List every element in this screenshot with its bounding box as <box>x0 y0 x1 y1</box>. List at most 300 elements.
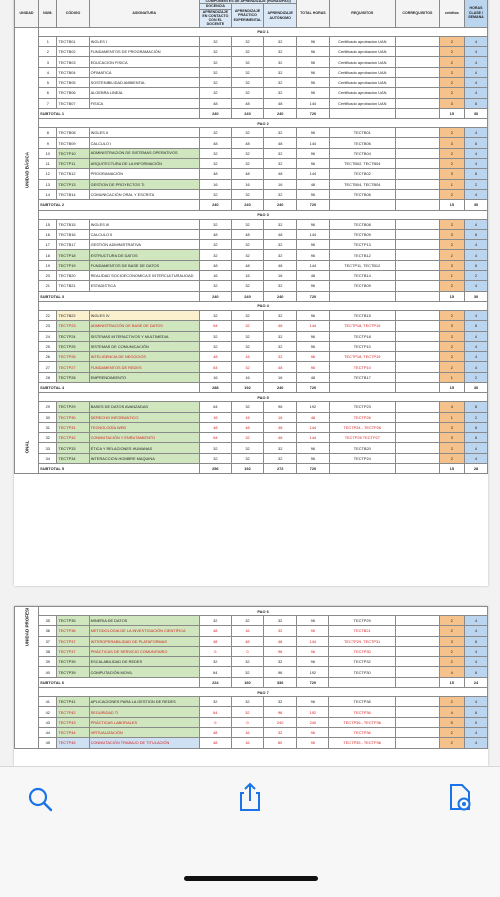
row-subject: TECNOLOGÍA WEB <box>89 422 199 432</box>
row-practico: 32 <box>231 77 263 87</box>
row-creditos: 1 <box>439 372 464 382</box>
row-subject: ÉTICA Y RELACIONES HUMANAS <box>89 443 199 453</box>
subtotal-total: 720 <box>297 677 329 687</box>
row-creditos: 5 <box>439 717 464 727</box>
row-code: TECTB16 <box>57 229 89 239</box>
row-code: TECTB07 <box>57 98 89 108</box>
row-num: 32 <box>39 433 57 443</box>
row-correquisitos <box>396 98 440 108</box>
row-num: 7 <box>39 98 57 108</box>
row-creditos: 3 <box>439 260 464 270</box>
row-horas: 6 <box>464 433 487 443</box>
subtotal-horas: 28 <box>464 464 487 474</box>
row-horas: 8 <box>464 402 487 412</box>
row-autonomo: 48 <box>264 636 297 646</box>
row-requisitos: TECTB06 <box>329 189 396 199</box>
curriculum-table <box>14 0 488 474</box>
row-num: 27 <box>39 362 57 372</box>
row-horas: 4 <box>464 341 487 351</box>
row-horas: 4 <box>464 240 487 250</box>
row-practico: 32 <box>231 697 263 707</box>
row-requisitos: TECTB09 <box>329 229 396 239</box>
row-horas: 6 <box>464 260 487 270</box>
row-total: 96 <box>297 47 329 57</box>
row-requisitos: Certificado aprobacion UAN <box>329 47 396 57</box>
row-autonomo: 32 <box>264 189 297 199</box>
row-code: TECTB03 <box>57 57 89 67</box>
row-horas: 4 <box>464 738 487 748</box>
row-correquisitos <box>396 77 440 87</box>
pao-header-row <box>15 301 488 310</box>
row-total: 48 <box>297 179 329 189</box>
row-subject: ARQUITECTURA DE LA INFORMACIÓN <box>89 159 199 169</box>
row-horas: 4 <box>464 352 487 362</box>
row-code: TECTP10 <box>57 148 89 158</box>
row-subject: DERECHO INFORMÁTICO <box>89 412 199 422</box>
subtotal-horas: 30 <box>464 200 487 210</box>
row-requisitos: TECTP32 <box>329 657 396 667</box>
row-code: TECTP34 <box>57 453 89 463</box>
row-creditos: 2 <box>439 250 464 260</box>
subtotal-correquisitos <box>396 108 440 118</box>
row-creditos: 2 <box>439 159 464 169</box>
row-code: TECTP19 <box>57 260 89 270</box>
row-subject: ALGEBRA LINEAL <box>89 88 199 98</box>
row-autonomo: 32 <box>264 697 297 707</box>
unit-label-cell <box>15 27 39 474</box>
pao-label: PAO 6 <box>39 607 488 616</box>
row-contacto: 64 <box>199 433 231 443</box>
row-horas: 2 <box>464 372 487 382</box>
row-correquisitos <box>395 727 439 737</box>
table-row <box>15 646 488 656</box>
row-contacto: 48 <box>199 727 231 737</box>
row-correquisitos <box>395 667 439 677</box>
row-total: 48 <box>297 412 329 422</box>
col-requisitos: REQUISITOS <box>329 0 396 27</box>
row-correquisitos <box>396 169 440 179</box>
row-num: 43 <box>39 717 57 727</box>
row-creditos: 2 <box>439 443 464 453</box>
row-subject: SISTEMAS DE COMUNICACIÓN <box>89 341 199 351</box>
row-code: TECTP36 <box>57 626 89 636</box>
row-code: TECTB12 <box>57 169 89 179</box>
row-autonomo: 32 <box>264 250 297 260</box>
row-creditos: 1 <box>439 271 464 281</box>
table-row <box>15 128 488 138</box>
row-horas: 4 <box>464 250 487 260</box>
row-creditos: 2 <box>439 352 464 362</box>
row-contacto: 48 <box>199 626 231 636</box>
subtotal-practico: 240 <box>231 108 263 118</box>
row-subject: SEGURIDAD TI <box>89 707 199 717</box>
row-requisitos: Certificado aprobacion UAN <box>329 98 396 108</box>
row-subject: COMUNICACIÓN ORAL Y ESCRITA <box>89 189 199 199</box>
row-autonomo: 32 <box>264 727 297 737</box>
table-row <box>15 616 488 626</box>
row-autonomo: 48 <box>264 138 297 148</box>
row-autonomo: 96 <box>264 646 297 656</box>
row-requisitos: TECTP25 TECTP27 <box>329 433 396 443</box>
row-correquisitos <box>396 138 440 148</box>
row-code: TECTB21 <box>57 281 89 291</box>
row-correquisitos <box>396 179 440 189</box>
share-icon[interactable] <box>230 777 270 817</box>
row-num: 30 <box>39 412 57 422</box>
row-creditos: 3 <box>439 321 464 331</box>
pao-label: PAO 2 <box>39 119 488 128</box>
table-row <box>15 240 488 250</box>
subtotal-total: 720 <box>297 108 329 118</box>
row-correquisitos <box>396 36 440 46</box>
row-contacto: 32 <box>199 57 231 67</box>
subtotal-label: SUBTOTAL 3 <box>39 291 200 301</box>
row-horas: 4 <box>464 362 487 372</box>
row-total: 96 <box>297 738 329 748</box>
subtotal-contacto: 240 <box>199 200 231 210</box>
row-subject: PRÁCTICAS LABORALES <box>89 717 199 727</box>
row-autonomo: 32 <box>264 67 297 77</box>
subtotal-label: SUBTOTAL 1 <box>39 108 200 118</box>
row-practico: 32 <box>231 362 263 372</box>
row-creditos: 2 <box>439 57 464 67</box>
row-contacto: 32 <box>199 331 231 341</box>
row-contacto: 32 <box>199 310 231 320</box>
subtotal-label: SUBTOTAL 2 <box>39 200 200 210</box>
row-contacto: 32 <box>199 128 231 138</box>
row-num: 35 <box>39 616 57 626</box>
row-num: 10 <box>39 148 57 158</box>
row-num: 9 <box>39 138 57 148</box>
row-practico: 16 <box>231 626 263 636</box>
markup-icon[interactable] <box>440 777 480 817</box>
table-row <box>15 260 488 270</box>
row-code: TECTP37 <box>57 646 89 656</box>
row-requisitos: TECTB06 <box>329 138 396 148</box>
row-requisitos: Certificado aprobacion UAN <box>329 88 396 98</box>
row-contacto: 48 <box>199 738 231 748</box>
row-code: TECTP11 <box>57 159 89 169</box>
row-requisitos: TECTB04, TECTB04 <box>329 179 396 189</box>
row-contacto: 32 <box>199 36 231 46</box>
subtotal-horas: 30 <box>464 108 487 118</box>
row-practico: 48 <box>231 169 263 179</box>
row-correquisitos <box>396 453 440 463</box>
table-row <box>15 57 488 67</box>
row-num: 8 <box>39 128 57 138</box>
row-requisitos: TECTP29 <box>329 616 396 626</box>
row-horas: 4 <box>464 281 487 291</box>
col-creditos: créditos <box>439 0 464 27</box>
col-componentes: COMPONENTES DE APRENDIZAJE (HORAS/PAO) <box>199 0 297 4</box>
row-contacto: 32 <box>199 77 231 87</box>
row-total: 96 <box>297 189 329 199</box>
row-num: 20 <box>39 271 57 281</box>
row-code: TECTB05 <box>57 77 89 87</box>
row-subject: ESCALABILIDAD DE REDES <box>89 657 199 667</box>
row-total: 96 <box>297 159 329 169</box>
row-requisitos: Certificado aprobacion UAN <box>329 67 396 77</box>
row-num: 36 <box>39 626 57 636</box>
subtotal-autonomo: 336 <box>264 677 297 687</box>
unit-label: ONAL <box>24 440 30 453</box>
row-correquisitos <box>395 636 439 646</box>
row-correquisitos <box>396 250 440 260</box>
row-total: 96 <box>297 219 329 229</box>
row-practico: 16 <box>231 179 263 189</box>
subtotal-row <box>15 382 488 392</box>
row-num: 45 <box>39 738 57 748</box>
row-num: 11 <box>39 159 57 169</box>
row-practico: 32 <box>231 453 263 463</box>
row-total: 96 <box>297 57 329 67</box>
table-row <box>15 626 488 636</box>
row-creditos: 2 <box>439 646 464 656</box>
row-practico: 16 <box>231 412 263 422</box>
row-practico: 32 <box>231 159 263 169</box>
row-requisitos: TECTP11, TECTB12 <box>329 260 396 270</box>
row-contacto: 48 <box>199 260 231 270</box>
row-autonomo: 32 <box>264 626 297 636</box>
row-horas: 4 <box>464 47 487 57</box>
row-autonomo: 32 <box>264 47 297 57</box>
row-code: TECTP26 <box>57 352 89 362</box>
row-code: TECTB08 <box>57 128 89 138</box>
row-num: 22 <box>39 310 57 320</box>
row-subject: EMPRENDIMIENTO <box>89 372 199 382</box>
row-horas: 6 <box>464 707 487 717</box>
row-practico: 48 <box>231 98 263 108</box>
row-code: TECTB15 <box>57 219 89 229</box>
row-code: TECTB20 <box>57 271 89 281</box>
row-practico: 16 <box>231 271 263 281</box>
row-code: TECTP45 <box>57 738 89 748</box>
row-subject: SOSTENIBILIDAD AMBIENTAL <box>89 77 199 87</box>
row-autonomo: 48 <box>264 169 297 179</box>
row-code: TECTP18 <box>57 250 89 260</box>
row-horas: 6 <box>464 169 487 179</box>
row-subject: METODOLOGIA DE LA INVESTIGACIÓN CIENTÍFICA <box>89 626 199 636</box>
row-requisitos: TECTB14 <box>329 271 396 281</box>
row-autonomo: 240 <box>264 717 297 727</box>
row-num: 17 <box>39 240 57 250</box>
row-total: 96 <box>297 310 329 320</box>
table-row <box>15 98 488 108</box>
col-codigo: CÓDIGO <box>57 0 89 27</box>
row-num: 18 <box>39 250 57 260</box>
table-row <box>15 271 488 281</box>
subtotal-requisitos <box>329 464 396 474</box>
table-body-page-1 <box>15 27 488 474</box>
row-autonomo: 32 <box>264 341 297 351</box>
row-horas: 4 <box>464 219 487 229</box>
col-unidad: UNIDAD <box>15 0 39 27</box>
pao-label: PAO 1 <box>39 27 488 36</box>
row-practico: 32 <box>231 189 263 199</box>
row-code: TECTP31 <box>57 422 89 432</box>
row-autonomo: 32 <box>264 148 297 158</box>
table-row <box>15 727 488 737</box>
row-num: 13 <box>39 179 57 189</box>
row-horas: 6 <box>464 229 487 239</box>
row-requisitos: TECTB09 <box>329 281 396 291</box>
row-practico: 32 <box>231 47 263 57</box>
row-contacto: 32 <box>199 250 231 260</box>
row-autonomo: 32 <box>264 77 297 87</box>
row-autonomo: 32 <box>264 128 297 138</box>
row-code: TECTB02 <box>57 47 89 57</box>
row-num: 2 <box>39 47 57 57</box>
row-autonomo: 32 <box>264 159 297 169</box>
row-code: TECTP39 <box>57 667 89 677</box>
unit-label-cell <box>15 607 39 749</box>
row-total: 96 <box>297 727 329 737</box>
row-practico: 32 <box>231 341 263 351</box>
row-creditos: 3 <box>439 169 464 179</box>
row-num: 4 <box>39 67 57 77</box>
row-subject: INTELIGENCIA DE NEGOCIOS <box>89 352 199 362</box>
row-creditos: 2 <box>439 341 464 351</box>
subtotal-contacto: 288 <box>199 382 231 392</box>
row-practico: 48 <box>231 260 263 270</box>
row-correquisitos <box>396 443 440 453</box>
row-subject: INGLES III <box>89 219 199 229</box>
subtotal-label: SUBTOTAL 6 <box>39 677 200 687</box>
row-requisitos: TECTP35 - TECTP36 <box>329 738 396 748</box>
row-total: 144 <box>297 138 329 148</box>
row-subject: ESTRUCTURA DE DATOS <box>89 250 199 260</box>
row-creditos: 2 <box>439 88 464 98</box>
row-subject: INGLES I <box>89 36 199 46</box>
document-page-2 <box>14 606 488 766</box>
row-code: TECTB22 <box>57 310 89 320</box>
row-subject: COMPUTACIÓN MOVIL <box>89 667 199 677</box>
row-requisitos: TECTP18, TECTP19 <box>329 352 396 362</box>
row-correquisitos <box>396 219 440 229</box>
row-creditos: 4 <box>439 667 464 677</box>
row-requisitos: TECTP24 - TECTP26 <box>329 422 396 432</box>
row-autonomo: 32 <box>264 443 297 453</box>
row-creditos: 2 <box>439 331 464 341</box>
row-creditos: 3 <box>439 433 464 443</box>
row-practico: 32 <box>231 310 263 320</box>
table-row <box>15 443 488 453</box>
row-correquisitos <box>396 148 440 158</box>
row-autonomo: 16 <box>264 179 297 189</box>
row-creditos: 2 <box>439 77 464 87</box>
row-subject: INGLES II <box>89 128 199 138</box>
row-contacto: 32 <box>199 159 231 169</box>
subtotal-row <box>15 677 488 687</box>
row-contacto: 16 <box>199 179 231 189</box>
subtotal-row <box>15 464 488 474</box>
row-total: 96 <box>297 88 329 98</box>
table-row <box>15 453 488 463</box>
row-subject: EDUCACION FISICA <box>89 57 199 67</box>
row-creditos: 2 <box>439 310 464 320</box>
table-row <box>15 362 488 372</box>
pao-header-row <box>15 688 488 697</box>
row-correquisitos <box>395 697 439 707</box>
table-row <box>15 77 488 87</box>
row-requisitos: TECTP29, TECTP31 <box>329 636 396 646</box>
row-practico: 16 <box>231 727 263 737</box>
row-horas: 6 <box>464 636 487 646</box>
row-contacto: 32 <box>199 281 231 291</box>
row-creditos: 4 <box>439 402 464 412</box>
row-horas: 4 <box>464 657 487 667</box>
row-num: 23 <box>39 321 57 331</box>
row-total: 96 <box>297 362 329 372</box>
row-subject: ESTADISTICA <box>89 281 199 291</box>
subtotal-creditos: 15 <box>439 677 464 687</box>
row-code: TECTP32 <box>57 433 89 443</box>
row-autonomo: 48 <box>264 321 297 331</box>
row-requisitos: TECTP10 <box>329 362 396 372</box>
row-creditos: 3 <box>439 138 464 148</box>
unit-label: UNIDAD PROFESI <box>24 607 30 646</box>
row-subject: CALCULO I <box>89 138 199 148</box>
table-row <box>15 372 488 382</box>
row-code: TECTP35 <box>57 616 89 626</box>
row-correquisitos <box>396 128 440 138</box>
row-creditos: 3 <box>439 98 464 108</box>
table-row <box>15 667 488 677</box>
subtotal-row <box>15 200 488 210</box>
row-contacto: 48 <box>199 229 231 239</box>
row-code: TECTP25 <box>57 341 89 351</box>
subtotal-total: 720 <box>297 291 329 301</box>
table-row <box>15 189 488 199</box>
table-row <box>15 636 488 646</box>
row-correquisitos <box>395 626 439 636</box>
subtotal-label: SUBTOTAL 5 <box>39 464 200 474</box>
subtotal-requisitos <box>329 677 396 687</box>
subtotal-practico: 160 <box>231 677 263 687</box>
row-requisitos: TECTB04 <box>329 148 396 158</box>
row-correquisitos <box>396 433 440 443</box>
row-requisitos: TECTP13 <box>329 240 396 250</box>
row-total: 96 <box>297 616 329 626</box>
row-total: 144 <box>297 422 329 432</box>
row-total: 96 <box>297 646 329 656</box>
subtotal-horas: 30 <box>464 382 487 392</box>
row-horas: 4 <box>464 443 487 453</box>
row-total: 96 <box>297 341 329 351</box>
table-row <box>15 738 488 748</box>
search-icon[interactable] <box>20 779 60 819</box>
row-correquisitos <box>395 646 439 656</box>
row-correquisitos <box>396 281 440 291</box>
row-creditos: 2 <box>439 47 464 57</box>
row-requisitos: TECTB08 <box>329 219 396 229</box>
table-header-row-1 <box>15 0 488 4</box>
row-contacto: 32 <box>199 616 231 626</box>
row-num: 24 <box>39 331 57 341</box>
row-requisitos: TECTB12 <box>329 250 396 260</box>
row-contacto: 32 <box>199 219 231 229</box>
row-total: 96 <box>297 657 329 667</box>
row-practico: 32 <box>231 707 263 717</box>
row-practico: 32 <box>231 240 263 250</box>
row-creditos: 3 <box>439 229 464 239</box>
row-practico: 48 <box>231 229 263 239</box>
row-num: 1 <box>39 36 57 46</box>
row-num: 39 <box>39 657 57 667</box>
row-creditos: 2 <box>439 697 464 707</box>
row-practico: 32 <box>231 250 263 260</box>
row-correquisitos <box>396 352 440 362</box>
